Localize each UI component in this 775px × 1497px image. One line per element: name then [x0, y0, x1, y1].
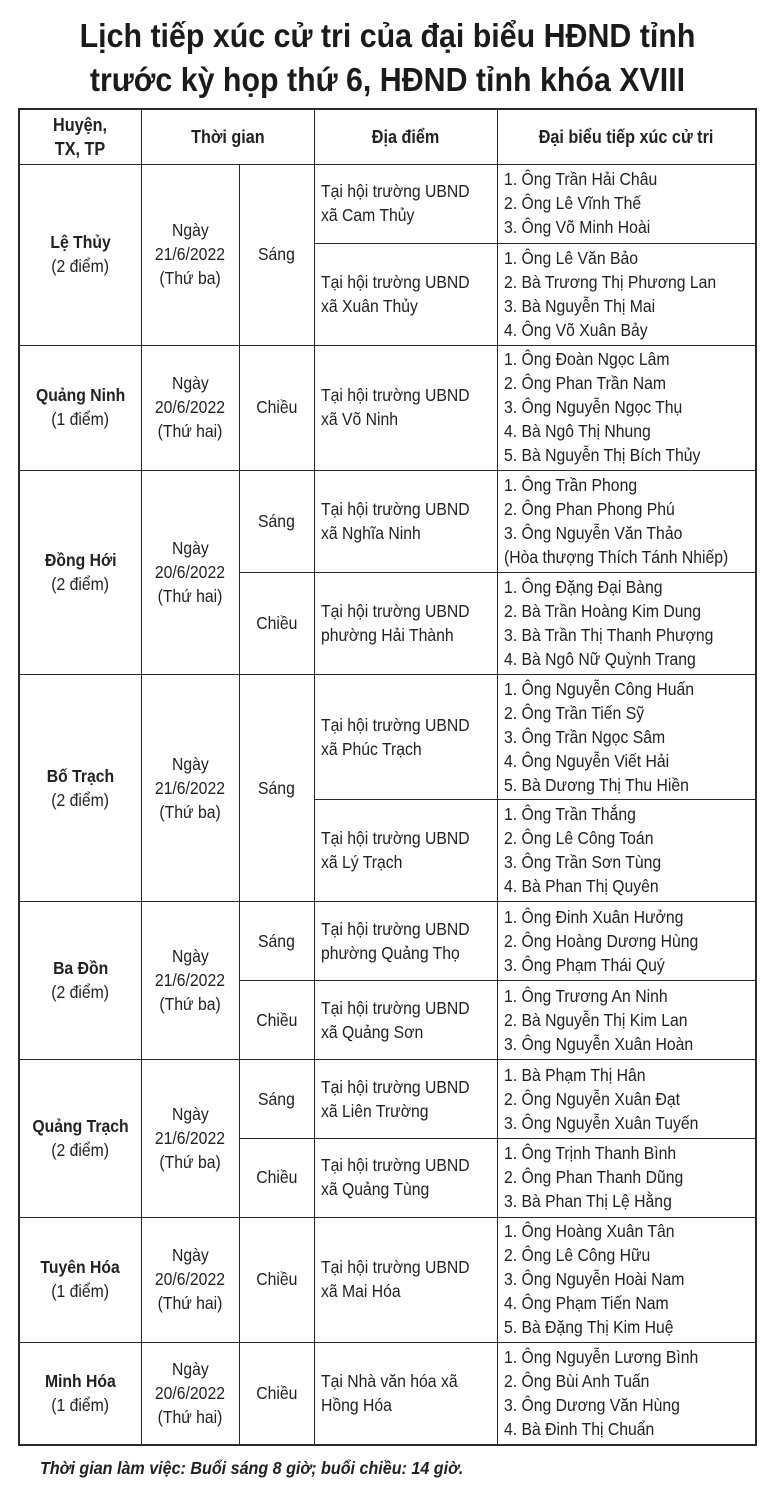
- location-cell: [314, 164, 497, 243]
- delegate-name: 4. Ông Nguyễn Viết Hải: [504, 750, 670, 771]
- delegate-name: 3. Ông Nguyễn Hoài Nam: [504, 1269, 685, 1290]
- location-line: phường Hải Thành: [321, 625, 454, 646]
- delegate-name: 3. Ông Nguyễn Ngọc Thụ: [504, 397, 683, 418]
- district-cell: [20, 470, 141, 674]
- district-name: Tuyên Hóa: [40, 1257, 121, 1278]
- district-name: Minh Hóa: [45, 1371, 116, 1391]
- date-weekday: (Thứ ba): [159, 1151, 221, 1172]
- location-cell: [314, 1342, 497, 1444]
- date-day-label: Ngày: [171, 946, 209, 967]
- location-line: Tại hội trường UBND: [321, 1257, 470, 1278]
- date-value: 21/6/2022: [154, 244, 226, 265]
- location-cell: [314, 572, 497, 674]
- delegate-name: 1. Ông Trần Thắng: [504, 804, 636, 825]
- location-cell: [314, 243, 497, 345]
- location-line: phường Quảng Thọ: [321, 942, 460, 963]
- delegate-name: 2. Ông Lê Công Toán: [504, 828, 654, 849]
- schedule-table: [18, 108, 757, 1446]
- delegate-name: 3. Ông Trần Sơn Tùng: [504, 852, 662, 873]
- date-cell: [141, 1342, 239, 1444]
- session-label: Chiều: [255, 1009, 298, 1030]
- delegate-name: 3. Bà Nguyễn Thị Mai: [504, 295, 656, 316]
- delegate-name: 3. Ông Nguyễn Văn Thảo: [504, 523, 683, 544]
- delegates-cell: [497, 572, 755, 674]
- date-weekday: (Thứ hai): [157, 1293, 223, 1314]
- date-value: 21/6/2022: [154, 777, 226, 798]
- delegate-name: 5. Bà Nguyễn Thị Bích Thủy: [504, 445, 701, 466]
- header-location: [314, 110, 497, 164]
- session-label: Sáng: [258, 777, 295, 798]
- working-hours-note: Thời gian làm việc: Buổi sáng 8 giờ; buổi chiều: 14 giờ.: [40, 1458, 464, 1478]
- delegates-cell: [497, 345, 755, 470]
- delegates-cell: [497, 980, 755, 1059]
- date-value: 21/6/2022: [154, 1127, 226, 1148]
- date-day-label: Ngày: [171, 373, 209, 394]
- delegate-name: 1. Ông Lê Văn Bảo: [504, 247, 638, 268]
- delegate-name: 4. Bà Ngô Nữ Quỳnh Trang: [504, 649, 696, 670]
- delegate-name: 2. Ông Bùi Anh Tuấn: [504, 1371, 650, 1391]
- location-line: xã Cam Thủy: [321, 205, 415, 226]
- location-cell: [314, 1217, 497, 1342]
- location-line: Tại hội trường UBND: [321, 385, 470, 406]
- session-label: Chiều: [255, 397, 298, 418]
- district-points: (1 điểm): [51, 1395, 110, 1415]
- delegates-cell: [497, 243, 755, 345]
- district-cell: [20, 1059, 141, 1217]
- delegates-cell: [497, 901, 755, 980]
- date-value: 20/6/2022: [154, 1269, 226, 1290]
- delegate-name: 2. Bà Nguyễn Thị Kim Lan: [504, 1009, 688, 1030]
- date-value: 21/6/2022: [154, 970, 226, 991]
- district-cell: [20, 164, 141, 345]
- delegate-name: 1. Ông Đoàn Ngọc Lâm: [504, 349, 670, 370]
- title-line-2: trước kỳ họp thứ 6, HĐND tỉnh khóa XVIII: [89, 61, 686, 98]
- delegate-name: 5. Bà Dương Thị Thu Hiền: [504, 774, 689, 795]
- location-line: xã Quảng Sơn: [321, 1021, 424, 1042]
- delegate-name: 2. Bà Trương Thị Phương Lan: [504, 271, 717, 292]
- column-divider: [239, 901, 240, 1059]
- session-cell: [239, 345, 314, 470]
- header-district-line: Huyện,: [53, 115, 108, 135]
- delegate-name: 3. Ông Trần Ngọc Sâm: [504, 726, 666, 747]
- location-line: Tại hội trường UBND: [321, 918, 470, 939]
- session-label: Chiều: [255, 1269, 298, 1290]
- session-cell: [239, 1059, 314, 1138]
- delegate-name: 4. Ông Võ Xuân Bảy: [504, 319, 648, 340]
- location-line: xã Phúc Trạch: [321, 738, 422, 759]
- delegates-cell: [497, 164, 755, 243]
- date-day-label: Ngày: [171, 538, 209, 559]
- date-cell: [141, 1059, 239, 1217]
- district-name: Đồng Hới: [44, 550, 117, 571]
- delegate-name: 4. Bà Đinh Thị Chuẩn: [504, 1419, 655, 1439]
- district-name: Lệ Thủy: [50, 232, 111, 253]
- location-line: Tại hội trường UBND: [321, 271, 470, 292]
- delegate-name: 1. Ông Trần Phong: [504, 475, 638, 496]
- date-cell: [141, 164, 239, 345]
- location-cell: [314, 674, 497, 799]
- delegate-name: 2. Ông Trần Tiến Sỹ: [504, 702, 645, 723]
- district-name: Ba Đồn: [52, 958, 109, 979]
- location-cell: [314, 799, 497, 901]
- header-district-line: TX, TP: [55, 139, 106, 159]
- delegate-name: 4. Bà Ngô Thị Nhung: [504, 421, 651, 442]
- delegates-cell: [497, 1217, 755, 1342]
- location-line: xã Nghĩa Ninh: [321, 523, 421, 544]
- date-weekday: (Thứ hai): [157, 1407, 223, 1427]
- location-line: Tại hội trường UBND: [321, 1076, 470, 1097]
- session-label: Sáng: [258, 1088, 295, 1109]
- session-label: Sáng: [258, 511, 295, 532]
- location-cell: [314, 345, 497, 470]
- header-delegates-label: Đại biểu tiếp xúc cử tri: [538, 127, 714, 147]
- column-divider: [239, 345, 240, 470]
- delegate-name: 1. Ông Đinh Xuân Hưởng: [504, 906, 684, 927]
- district-name: Bố Trạch: [46, 765, 115, 786]
- session-cell: [239, 470, 314, 572]
- date-weekday: (Thứ ba): [159, 268, 221, 289]
- delegate-name: 1. Ông Trịnh Thanh Bình: [504, 1143, 677, 1164]
- delegate-name: 1. Ông Trần Hải Châu: [504, 169, 658, 190]
- date-weekday: (Thứ hai): [157, 586, 223, 607]
- date-weekday: (Thứ ba): [159, 801, 221, 822]
- delegate-name: 1. Ông Đặng Đại Bàng: [504, 577, 663, 598]
- title-line-1: Lịch tiếp xúc cử tri của đại biểu HĐND tỉnh: [79, 17, 696, 54]
- delegates-cell: [497, 1059, 755, 1138]
- session-cell: [239, 572, 314, 674]
- date-day-label: Ngày: [171, 1245, 209, 1266]
- delegate-name: 3. Ông Nguyễn Xuân Tuyến: [504, 1112, 699, 1133]
- date-day-label: Ngày: [171, 220, 209, 241]
- date-weekday: (Thứ hai): [157, 421, 223, 442]
- session-label: Sáng: [258, 930, 295, 951]
- date-day-label: Ngày: [171, 753, 209, 774]
- delegates-cell: [497, 674, 755, 799]
- date-value: 20/6/2022: [154, 1383, 226, 1403]
- location-line: xã Võ Ninh: [321, 409, 399, 430]
- delegate-name: 2. Ông Lê Vĩnh Thế: [504, 193, 642, 214]
- location-line: Tại hội trường UBND: [321, 1155, 470, 1176]
- session-label: Chiều: [255, 1167, 298, 1188]
- delegates-cell: [497, 470, 755, 572]
- location-cell: [314, 980, 497, 1059]
- date-cell: [141, 345, 239, 470]
- date-day-label: Ngày: [171, 1359, 209, 1379]
- delegate-name: 2. Ông Phan Trần Nam: [504, 373, 666, 394]
- delegates-cell: [497, 1138, 755, 1217]
- district-cell: [20, 901, 141, 1059]
- delegate-name: 2. Ông Hoàng Dương Hùng: [504, 930, 699, 951]
- delegate-name: 2. Ông Phan Thanh Dũng: [504, 1167, 684, 1188]
- location-line: xã Mai Hóa: [321, 1281, 401, 1302]
- date-day-label: Ngày: [171, 1103, 209, 1124]
- header-time-label: Thời gian: [190, 127, 265, 147]
- column-divider: [239, 674, 240, 901]
- delegate-name: 3. Bà Phan Thị Lệ Hằng: [504, 1191, 672, 1212]
- column-divider: [239, 1342, 240, 1444]
- location-cell: [314, 470, 497, 572]
- location-line: Tại hội trường UBND: [321, 601, 470, 622]
- column-divider: [239, 470, 240, 674]
- session-label: Chiều: [255, 1383, 298, 1403]
- column-divider: [239, 1059, 240, 1217]
- session-cell: [239, 1138, 314, 1217]
- date-weekday: (Thứ ba): [159, 994, 221, 1015]
- location-line: Tại hội trường UBND: [321, 997, 470, 1018]
- district-points: (2 điểm): [51, 256, 110, 277]
- location-line: Tại hội trường UBND: [321, 828, 470, 849]
- column-divider: [239, 1217, 240, 1342]
- district-points: (2 điểm): [51, 982, 110, 1003]
- location-line: xã Quảng Tùng: [321, 1179, 430, 1200]
- session-label: Chiều: [255, 613, 298, 634]
- session-cell: [239, 901, 314, 980]
- district-points: (2 điểm): [51, 789, 110, 810]
- page-title: [31, 14, 744, 102]
- date-cell: [141, 901, 239, 1059]
- district-cell: [20, 1217, 141, 1342]
- delegate-name: 4. Ông Phạm Tiến Nam: [504, 1293, 669, 1314]
- district-cell: [20, 674, 141, 901]
- delegate-name: (Hòa thượng Thích Tánh Nhiếp): [504, 547, 729, 568]
- location-line: Tại hội trường UBND: [321, 714, 470, 735]
- delegate-name: 3. Bà Trần Thị Thanh Phượng: [504, 625, 714, 646]
- date-cell: [141, 674, 239, 901]
- session-cell: [239, 1217, 314, 1342]
- location-line: xã Lý Trạch: [321, 852, 403, 873]
- delegate-name: 3. Ông Dương Văn Hùng: [504, 1395, 680, 1415]
- location-cell: [314, 1059, 497, 1138]
- delegate-name: 3. Ông Nguyễn Xuân Hoàn: [504, 1033, 694, 1054]
- location-cell: [314, 901, 497, 980]
- date-cell: [141, 1217, 239, 1342]
- delegate-name: 1. Ông Nguyễn Công Huấn: [504, 678, 695, 699]
- delegate-name: 1. Ông Hoàng Xuân Tân: [504, 1221, 675, 1242]
- location-line: Tại hội trường UBND: [321, 499, 470, 520]
- district-points: (1 điểm): [51, 409, 110, 430]
- session-cell: [239, 1342, 314, 1444]
- header-district: [20, 110, 141, 164]
- district-name: Quảng Trạch: [32, 1115, 129, 1136]
- date-value: 20/6/2022: [154, 397, 226, 418]
- header-time: [141, 110, 314, 164]
- session-cell: [239, 980, 314, 1059]
- district-cell: [20, 1342, 141, 1444]
- district-points: (2 điểm): [51, 1139, 110, 1160]
- delegate-name: 1. Bà Phạm Thị Hân: [504, 1064, 646, 1085]
- location-line: Hồng Hóa: [321, 1395, 392, 1415]
- session-cell: [239, 164, 314, 345]
- session-label: Sáng: [258, 244, 295, 265]
- delegate-name: 3. Ông Võ Minh Hoài: [504, 217, 651, 238]
- header-location-label: Địa điểm: [371, 127, 440, 147]
- delegate-name: 1. Ông Trương An Ninh: [504, 985, 668, 1006]
- delegate-name: 3. Ông Phạm Thái Quý: [504, 954, 665, 975]
- district-points: (2 điểm): [51, 574, 110, 595]
- delegate-name: 2. Ông Nguyễn Xuân Đạt: [504, 1088, 680, 1109]
- location-line: Tại Nhà văn hóa xã: [321, 1371, 458, 1391]
- column-divider: [239, 164, 240, 345]
- location-line: xã Xuân Thủy: [321, 295, 418, 316]
- location-line: xã Liên Trường: [321, 1100, 429, 1121]
- date-value: 20/6/2022: [154, 562, 226, 583]
- delegate-name: 5. Bà Đặng Thị Kim Huệ: [504, 1317, 674, 1338]
- location-cell: [314, 1138, 497, 1217]
- delegate-name: 4. Bà Phan Thị Quyên: [504, 876, 659, 897]
- delegate-name: 2. Ông Lê Công Hữu: [504, 1245, 651, 1266]
- session-cell: [239, 674, 314, 901]
- district-name: Quảng Ninh: [35, 385, 126, 406]
- location-line: Tại hội trường UBND: [321, 181, 470, 202]
- delegate-name: 1. Ông Nguyễn Lương Bình: [504, 1347, 699, 1367]
- delegates-cell: [497, 1342, 755, 1444]
- delegates-cell: [497, 799, 755, 901]
- district-cell: [20, 345, 141, 470]
- delegate-name: 2. Ông Phan Phong Phú: [504, 499, 675, 520]
- delegate-name: 2. Bà Trần Hoàng Kim Dung: [504, 601, 701, 622]
- header-delegates: [497, 110, 755, 164]
- date-cell: [141, 470, 239, 674]
- district-points: (1 điểm): [51, 1281, 110, 1302]
